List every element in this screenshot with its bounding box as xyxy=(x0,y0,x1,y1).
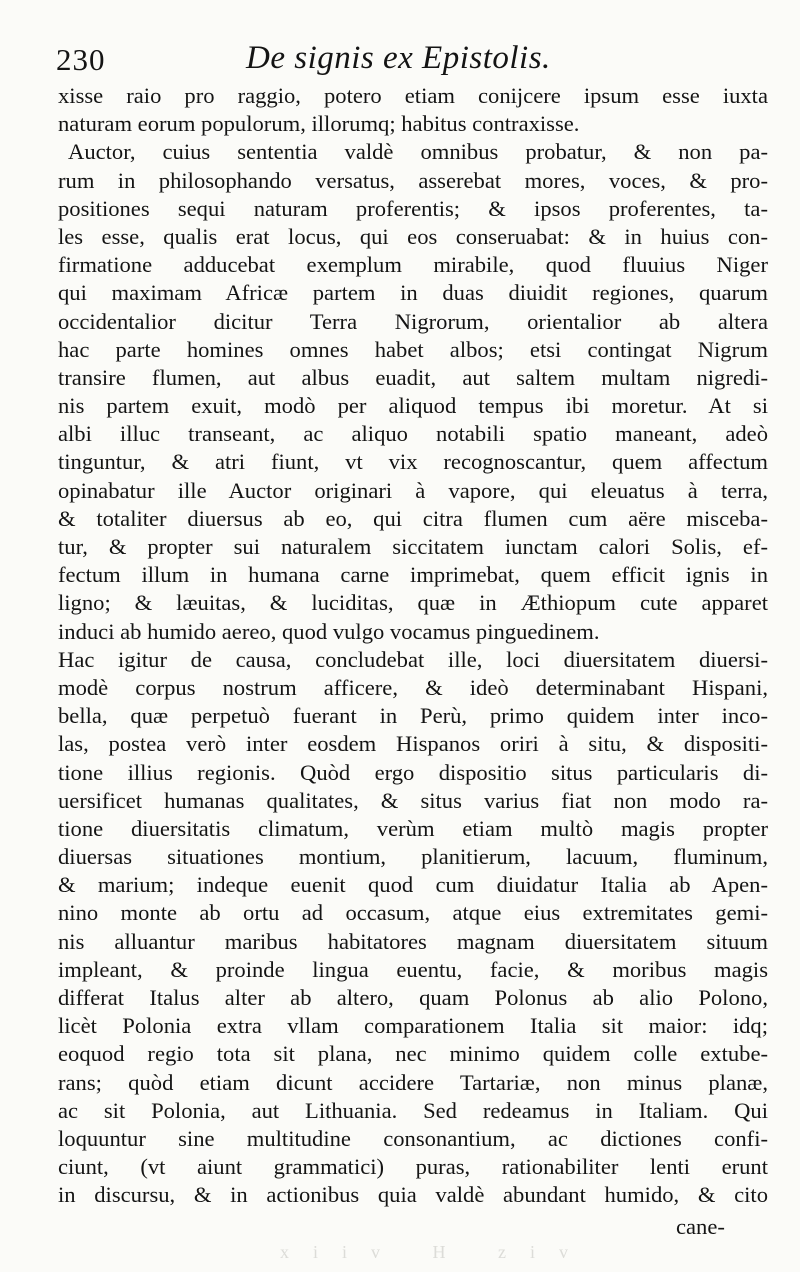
text-line: in discursu, & in actionibus quia valdè abundant humido, & cito xyxy=(58,1182,768,1208)
text-line: xisse raio pro raggio, potero etiam conijcere ipsum esse iuxta xyxy=(58,83,768,108)
text-line: uersificet humanas qualitates, & situs varius fiat non modo ra- xyxy=(58,787,768,813)
text-line: rans; quòd etiam dicunt accidere Tartariæ, non minus planæ, xyxy=(58,1069,768,1095)
text-line: diuersas situationes montium, planitierum, lacuum, fluminum, xyxy=(58,844,768,870)
text-line: & totaliter diuersus ab eo, qui citra flumen cum aëre misceba- xyxy=(58,505,768,531)
page-number: 230 xyxy=(56,42,106,77)
text-line: induci ab humido aereo, quod vulgo vocamus pinguedinem. xyxy=(58,618,600,644)
text-line: albi illuc transeant, ac aliquo notabili spatio maneant, adeò xyxy=(58,421,768,447)
text-line: licèt Polonia extra vllam comparationem Italia sit maior: idq; xyxy=(58,1013,768,1039)
catchword: cane- xyxy=(676,1214,725,1239)
text-line: eoquod regio tota sit plana, nec minimo quidem colle extube- xyxy=(58,1041,768,1067)
text-line: firmatione adducebat exemplum mirabile, quod fluuius Niger xyxy=(58,252,768,278)
text-line: tur, & propter sui naturalem siccitatem iunctam calori Solis, ef- xyxy=(58,534,768,559)
text-line: positiones sequi naturam proferentis; & ipsos proferentes, ta- xyxy=(58,195,768,221)
page-header xyxy=(56,40,746,84)
text-line: ligno; & læuitas, & luciditas, quæ in Æthiopum cute apparet xyxy=(58,590,768,616)
text-line: nis partem exuit, modò per aliquod tempus ibi moretur. At si xyxy=(58,393,768,419)
text-line: nino monte ab ortu ad occasum, atque eius extremitates gemi- xyxy=(58,900,768,926)
text-line: occidentalior dicitur Terra Nigrorum, orientalior ab altera xyxy=(58,308,768,334)
text-line: fectum illum in humana carne imprimebat, quem efficit ignis in xyxy=(58,562,768,588)
text-line: & marium; indeque euenit quod cum diuidatur Italia ab Apen- xyxy=(58,872,768,898)
text-line: ac sit Polonia, aut Lithuania. Sed redeamus in Italiam. Qui xyxy=(58,1097,768,1123)
running-title: De signis ex Epistolis. xyxy=(246,40,551,76)
text-line: qui maximam Africæ partem in duas diuidit regiones, quarum xyxy=(58,280,768,306)
text-line: tione illius regionis. Quòd ergo dispositio situs particularis di- xyxy=(58,759,768,785)
text-line: modè corpus nostrum afficere, & ideò determinabant Hispani, xyxy=(58,674,768,700)
text-line: ciunt, (vt aiunt grammatici) puras, rationabiliter lenti erunt xyxy=(58,1154,768,1180)
text-line: differat Italus alter ab altero, quam Polonus ab alio Polono, xyxy=(58,985,768,1010)
text-line: hac parte homines omnes habet albos; etsi contingat Nigrum xyxy=(58,336,768,362)
text-line: tinguntur, & atri fiunt, vt vix recognoscantur, quem affectum xyxy=(58,449,768,475)
text-line: Hac igitur de causa, concludebat ille, loci diuersitatem diuersi- xyxy=(58,646,768,672)
text-line: Auctor, cuius sententia valdè omnibus probatur, & non pa- xyxy=(68,139,768,165)
text-line: nis alluantur maribus habitatores magnam diuersitatem situum xyxy=(58,928,768,954)
text-line: les esse, qualis erat locus, qui eos conseruabat: & in huius con- xyxy=(58,223,768,249)
text-line: las, postea verò inter eosdem Hispanos oriri à situ, & dispositi- xyxy=(58,731,768,757)
text-line: impleant, & proinde lingua euentu, facie, & moribus magis xyxy=(58,956,768,982)
text-line: tione diuersitatis climatum, verùm etiam multò magis propter xyxy=(58,815,768,841)
text-line: opinabatur ille Auctor originari à vapore, qui eleuatus à terra, xyxy=(58,477,768,503)
text-line: rum in philosophando versatus, asserebat mores, voces, & pro- xyxy=(58,167,768,193)
text-line: transire flumen, aut albus euadit, aut saltem multam nigredi- xyxy=(58,364,768,390)
text-line: loquuntur sine multitudine consonantium, ac dictiones confi- xyxy=(58,1125,768,1151)
body-text xyxy=(58,82,768,1210)
text-line: naturam eorum populorum, illorumq; habitus contraxisse. xyxy=(58,111,580,137)
bleed-through-text: xiiv H ziv xyxy=(280,1242,592,1262)
text-line: bella, quæ perpetuò fuerant in Perù, primo quidem inter inco- xyxy=(58,703,768,729)
